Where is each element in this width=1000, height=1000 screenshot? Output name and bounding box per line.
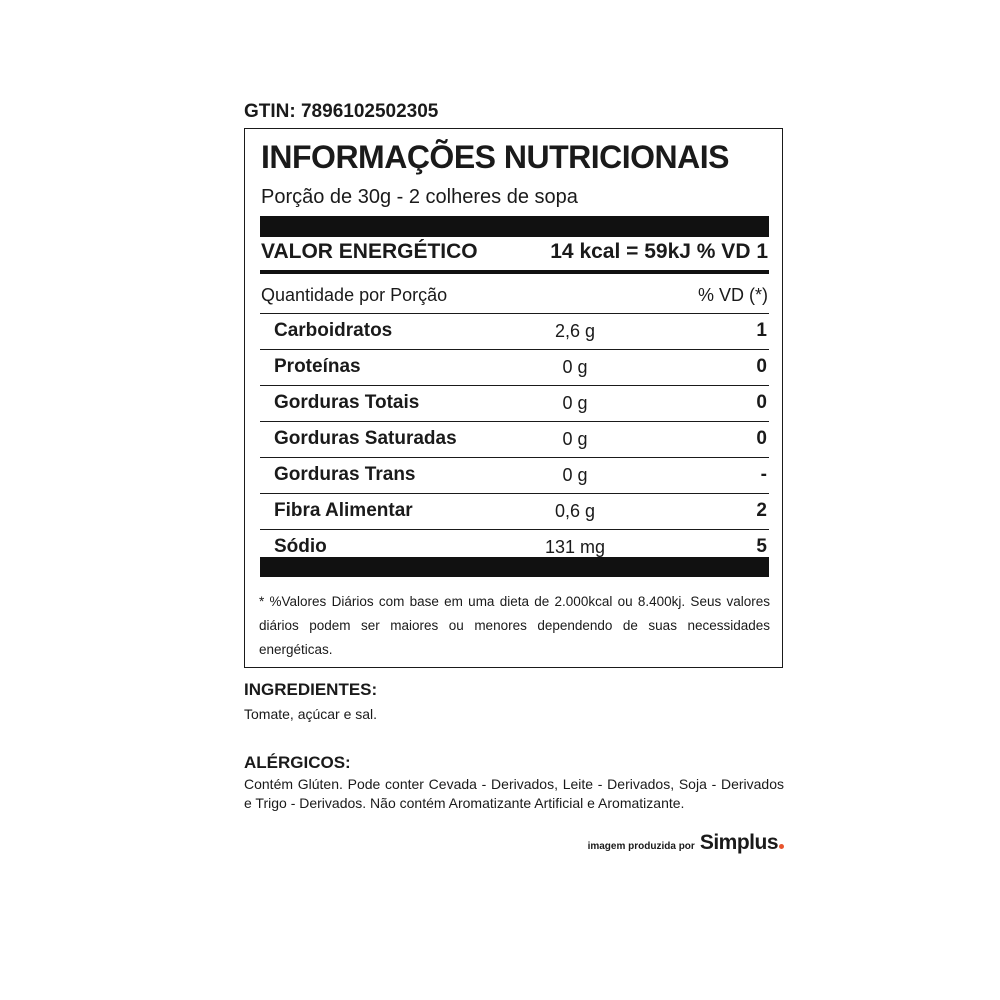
nutrient-name: Gorduras Saturadas (274, 428, 457, 449)
ingredients-title: INGREDIENTES: (244, 680, 378, 699)
nutrition-facts-panel (244, 128, 783, 668)
energy-value: 14 kcal = 59kJ % VD 1 (550, 240, 768, 263)
nutrient-vd: 1 (756, 320, 767, 341)
nutrient-name: Carboidratos (274, 320, 393, 341)
nutrient-name: Fibra Alimentar (274, 500, 413, 521)
simplus-logo (700, 831, 784, 855)
nutrient-amount: 0,6 g (554, 501, 596, 521)
nutrient-row (260, 385, 769, 421)
nutrient-row (260, 421, 769, 457)
nutrient-amount: 0 g (562, 429, 588, 449)
nutrient-name: Sódio (274, 536, 327, 557)
daily-values-footnote: * %Valores Diários com base em uma dieta de 2.000kcal ou 8.400kj. Seus valores diários podem ser maiores ou menores dependendo de suas necessidades energéticas. (259, 594, 770, 657)
portion-size: Porção de 30g - 2 colheres de sopa (261, 186, 578, 208)
nutrient-name: Proteínas (274, 356, 361, 377)
nutrient-amount: 2,6 g (554, 321, 596, 341)
nutrient-row (260, 493, 769, 529)
nutrient-vd: 0 (756, 392, 767, 413)
brand-name: Simplus (699, 831, 778, 854)
ingredients-text: Tomate, açúcar e sal. (244, 706, 378, 722)
quantity-header: Quantidade por Porção (261, 285, 448, 305)
nutrient-amount: 0 g (562, 357, 588, 377)
nutrient-row (260, 457, 769, 493)
image-credit (588, 831, 784, 855)
nutrient-row (260, 313, 769, 349)
nutrient-vd: 2 (756, 500, 767, 521)
credit-text: imagem produzida por (587, 841, 695, 852)
energy-divider (260, 270, 769, 274)
nutrient-name: Gorduras Totais (274, 392, 420, 413)
nutrient-amount: 131 mg (544, 537, 606, 557)
nutrient-vd: 0 (756, 356, 767, 377)
nutrient-amount: 0 g (562, 393, 588, 413)
brand-dot (779, 844, 784, 849)
nutrient-vd: 5 (756, 536, 767, 557)
top-black-bar (260, 216, 769, 237)
nutrient-table (260, 313, 769, 565)
vd-header: % VD (*) (697, 285, 768, 305)
allergens-text: Contém Glúten. Pode conter Cevada - Derivados, Leite - Derivados, Soja - Derivados e Trigo - Derivados. Não contém Aromatizante Artificial e Aromatizante. (244, 776, 784, 811)
nutrient-vd: - (760, 464, 767, 485)
nutrient-row (260, 349, 769, 385)
nutrient-amount: 0 g (562, 465, 588, 485)
allergens-title: ALÉRGICOS: (244, 753, 351, 772)
nutrition-title: INFORMAÇÕES NUTRICIONAIS (261, 139, 729, 175)
gtin-code: GTIN: 7896102502305 (244, 101, 439, 122)
nutrient-name: Gorduras Trans (274, 464, 416, 485)
bottom-black-bar (260, 557, 769, 577)
nutrient-vd: 0 (756, 428, 767, 449)
energy-label: VALOR ENERGÉTICO (261, 240, 478, 263)
